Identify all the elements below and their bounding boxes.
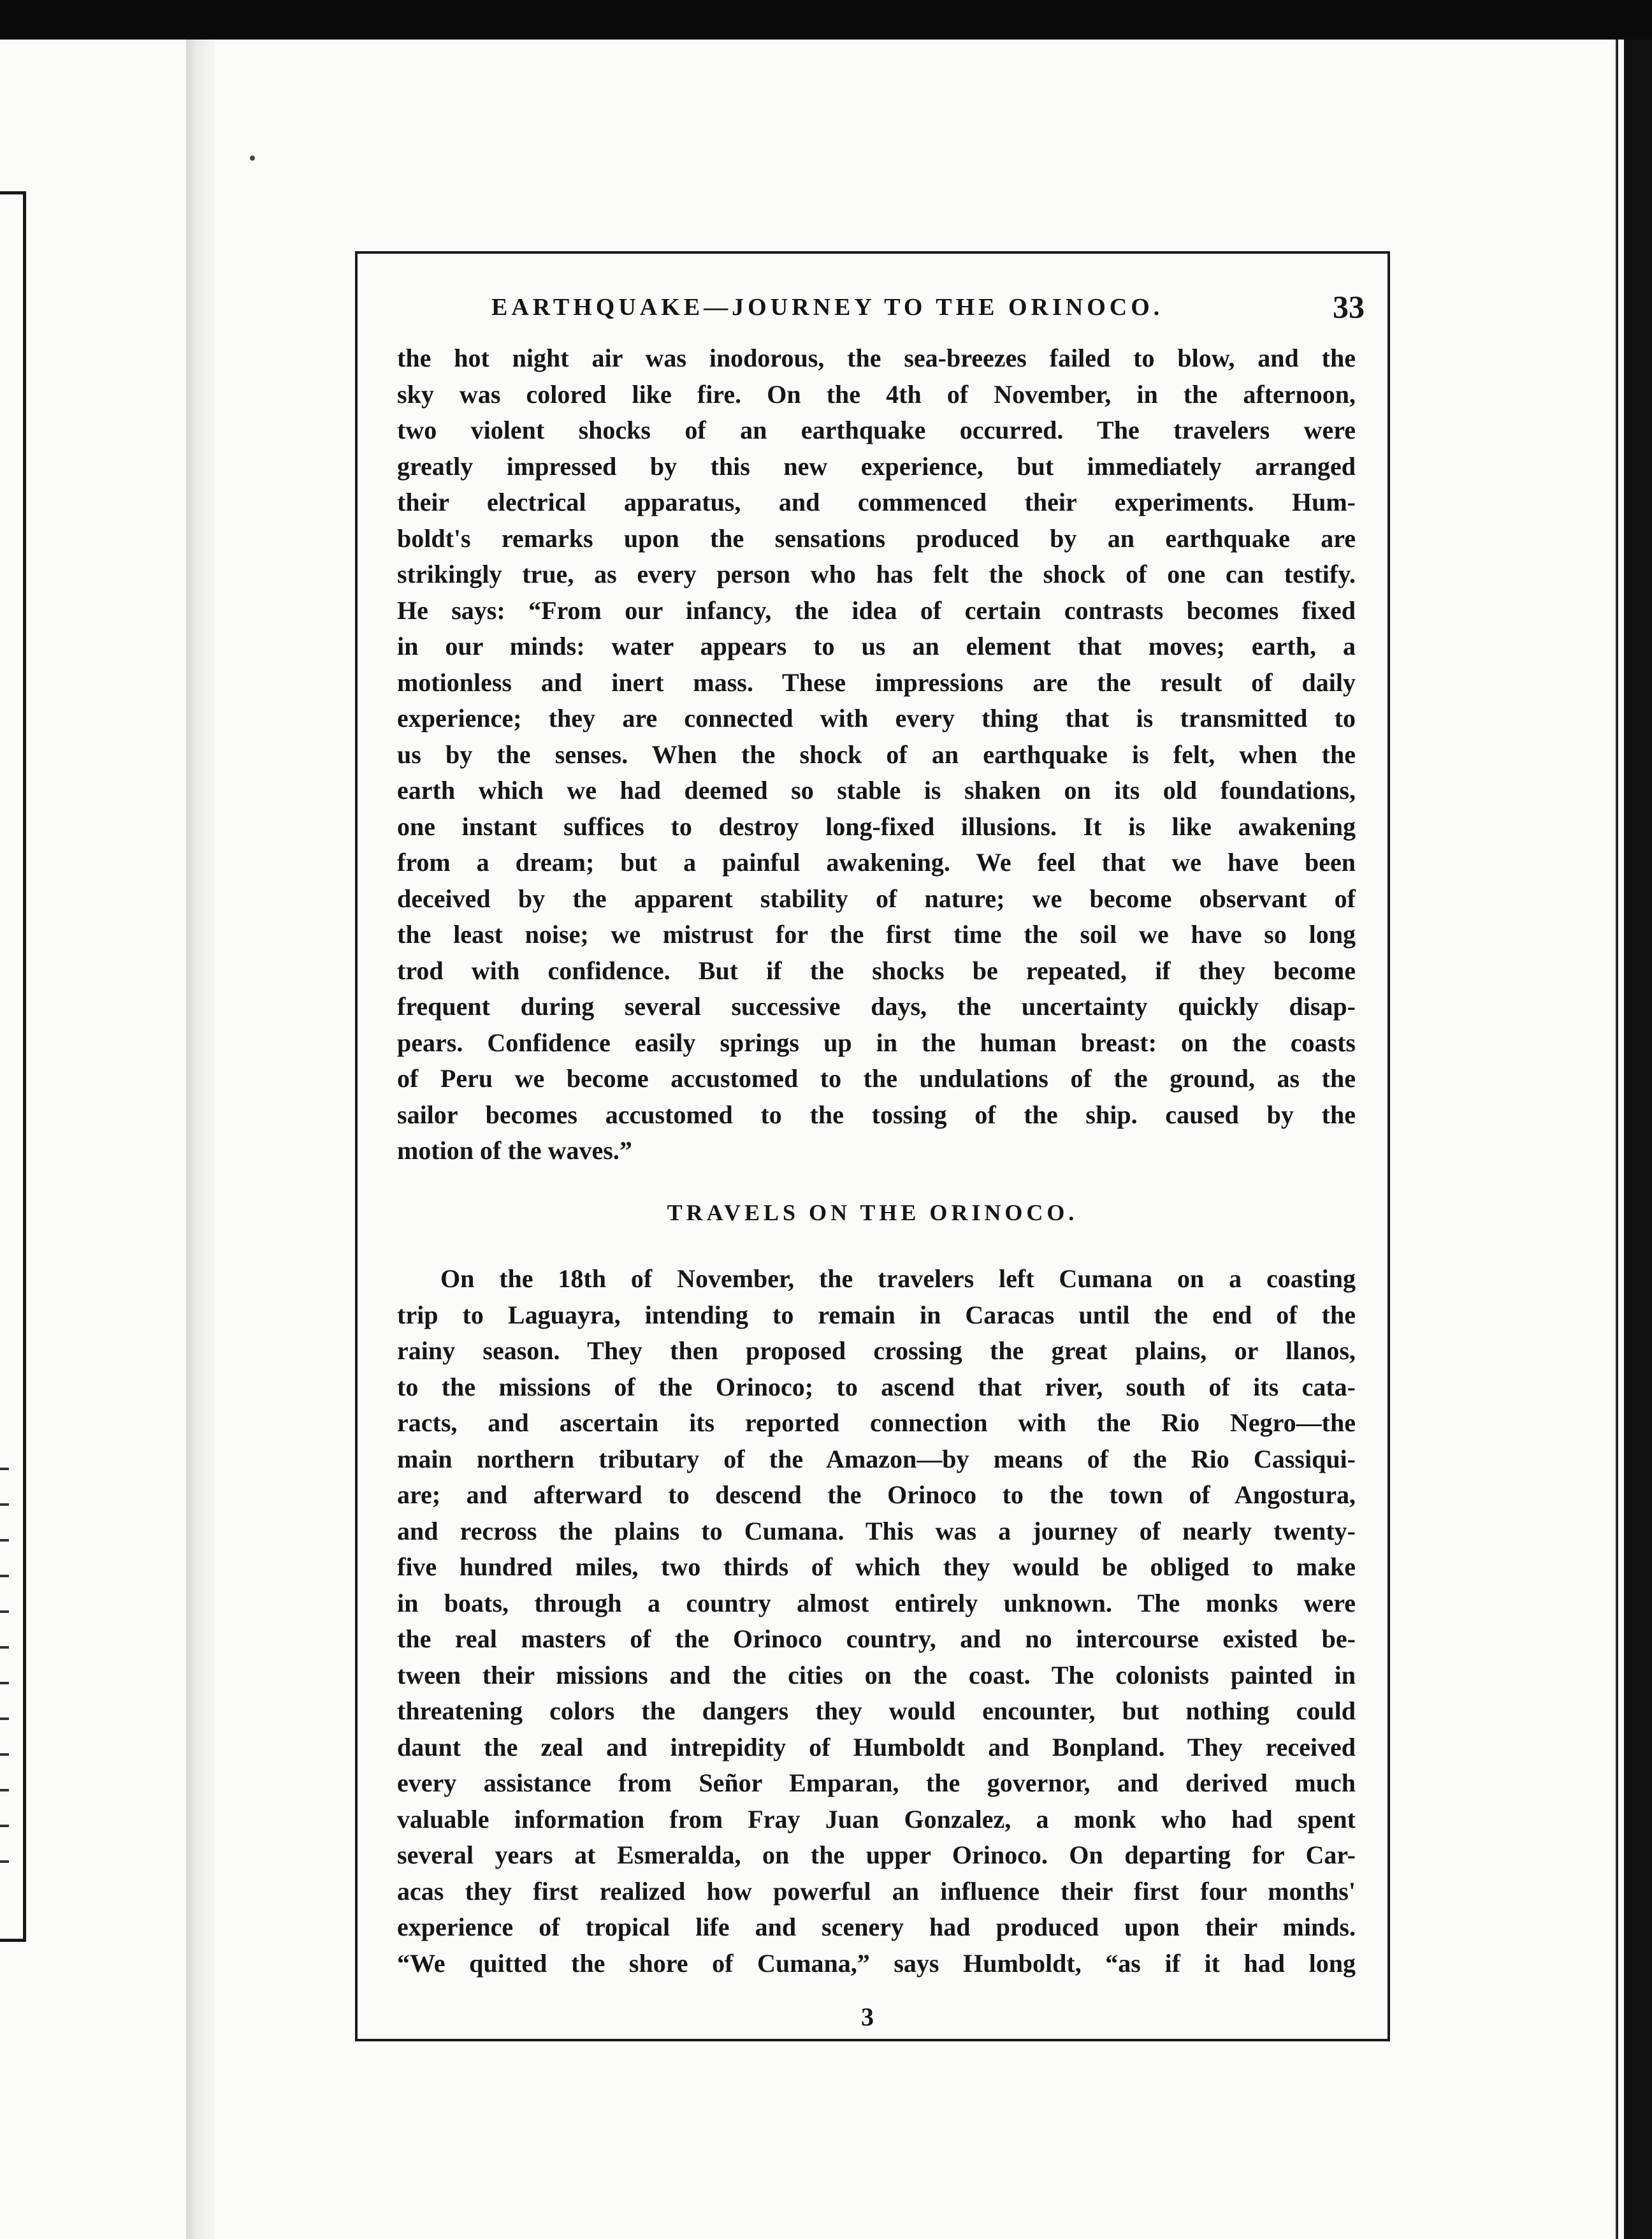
text-line: in boats, through a country almost entirely unknown. The monks were [397,1588,1356,1617]
text-line: their electrical apparatus, and commenced their experiments. Hum- [397,488,1356,516]
scan-top-border [0,0,1652,40]
text-line: are; and afterward to descend the Orinoco to the town of Angostura, [397,1480,1356,1509]
text-line: earth which we had deemed so stable is shaken on its old foundations, [397,776,1356,805]
page-right-edge [1616,40,1618,2239]
margin-tick [0,1646,9,1649]
text-line: several years at Esmeralda, on the upper Orinoco. On departing for Car- [397,1841,1356,1869]
margin-tick [0,1789,9,1791]
text-line: trip to Laguayra, intending to remain in Caracas until the end of the [397,1300,1356,1329]
margin-tick [0,1468,9,1470]
text-line: He says: “From our infancy, the idea of certain contrasts becomes fixed [397,595,1356,625]
text-line: valuable information from Fray Juan Gonzalez, a monk who had spent [397,1804,1356,1834]
text-line: pears. Confidence easily springs up in the human breast: on the coasts [397,1028,1356,1057]
text-line: and recross the plains to Cumana. This was a journey of nearly twenty- [397,1516,1356,1545]
text-line: strikingly true, as every person who has felt the shock of one can testify. [397,560,1356,588]
margin-tick [0,1539,9,1542]
text-line: us by the senses. When the shock of an earthquake is felt, when the [397,740,1356,769]
text-line: the least noise; we mistrust for the first time the soil we have so long [397,920,1356,949]
text-line: the hot night air was inodorous, the sea-breezes failed to blow, and the [397,344,1356,372]
signature-mark: 3 [861,2002,874,2031]
text-line: acas they first realized how powerful an influence their first four months' [397,1876,1356,1906]
text-line: motion of the waves.” [397,1136,632,1165]
text-line: of Peru we become accustomed to the undulations of the ground, as the [397,1064,1356,1093]
text-line: the real masters of the Orinoco country, and no intercourse existed be- [397,1624,1356,1653]
text-line: two violent shocks of an earthquake occurred. The travelers were [397,416,1356,444]
text-line: frequent during several successive days, the uncertainty quickly disap- [397,992,1356,1021]
scan-right-border [1624,40,1652,2239]
margin-tick [0,1825,9,1827]
margin-tick [0,1682,9,1684]
text-line: On the 18th of November, the travelers left Cumana on a coasting [440,1264,1356,1293]
text-line: experience; they are connected with every thing that is transmitted to [397,704,1356,733]
text-line: five hundred miles, two thirds of which they would be obliged to make [397,1552,1356,1581]
text-line: deceived by the apparent stability of nature; we become observant of [397,884,1356,913]
book-page [0,40,1624,2239]
text-line: threatening colors the dangers they would encounter, but nothing could [397,1696,1356,1725]
running-head: EARTHQUAKE—JOURNEY TO THE ORINOCO. [491,294,1164,321]
text-line: to the missions of the Orinoco; to ascend that river, south of its cata- [397,1372,1356,1401]
margin-tick [0,1753,9,1756]
text-line: from a dream; but a painful awakening. We feel that we have been [397,848,1356,877]
ink-speck [250,156,255,161]
margin-tick [0,1503,9,1506]
text-frame [355,251,1390,2041]
text-line: tween their missions and the cities on the coast. The colonists painted in [397,1660,1356,1689]
text-line: sky was colored like fire. On the 4th of November, in the afternoon, [397,379,1356,409]
paragraph-earthquake [397,340,1356,1169]
text-line: in our minds: water appears to us an element that moves; earth, a [397,632,1356,660]
text-line: boldt's remarks upon the sensations produced by an earthquake are [397,523,1356,553]
section-heading: TRAVELS ON THE ORINOCO. [667,1200,1078,1225]
text-line: rainy season. They then proposed crossing the great plains, or llanos, [397,1336,1356,1365]
text-line: one instant suffices to destroy long-fixed illusions. It is like awakening [397,812,1356,841]
text-line: main northern tributary of the Amazon—by means of the Rio Cassiqui- [397,1444,1356,1473]
margin-tick [0,1575,9,1577]
text-line: “We quitted the shore of Cumana,” says Humboldt, “as if it had long [397,1948,1356,1978]
text-line: experience of tropical life and scenery had produced upon their minds. [397,1913,1356,1941]
text-line: greatly impressed by this new experience, but immediately arranged [397,451,1356,481]
text-line: daunt the zeal and intrepidity of Humboldt and Bonpland. They received [397,1732,1356,1761]
margin-tick [0,1860,9,1863]
binding-gutter [186,40,214,2239]
text-line: sailor becomes accustomed to the tossing of the ship. caused by the [397,1100,1356,1129]
margin-tick [0,1718,9,1720]
text-line: motionless and inert mass. These impressions are the result of daily [397,667,1356,697]
text-line: every assistance from Señor Emparan, the governor, and derived much [397,1769,1356,1797]
margin-tick [0,1610,9,1613]
text-line: trod with confidence. But if the shocks be repeated, if they become [397,956,1356,985]
paragraph-travels [397,1261,1356,1981]
text-line: racts, and ascertain its reported connection with the Rio Negro—the [397,1408,1356,1437]
page-number: 33 [1333,289,1365,325]
facing-page-margin-marks [0,1468,9,1896]
